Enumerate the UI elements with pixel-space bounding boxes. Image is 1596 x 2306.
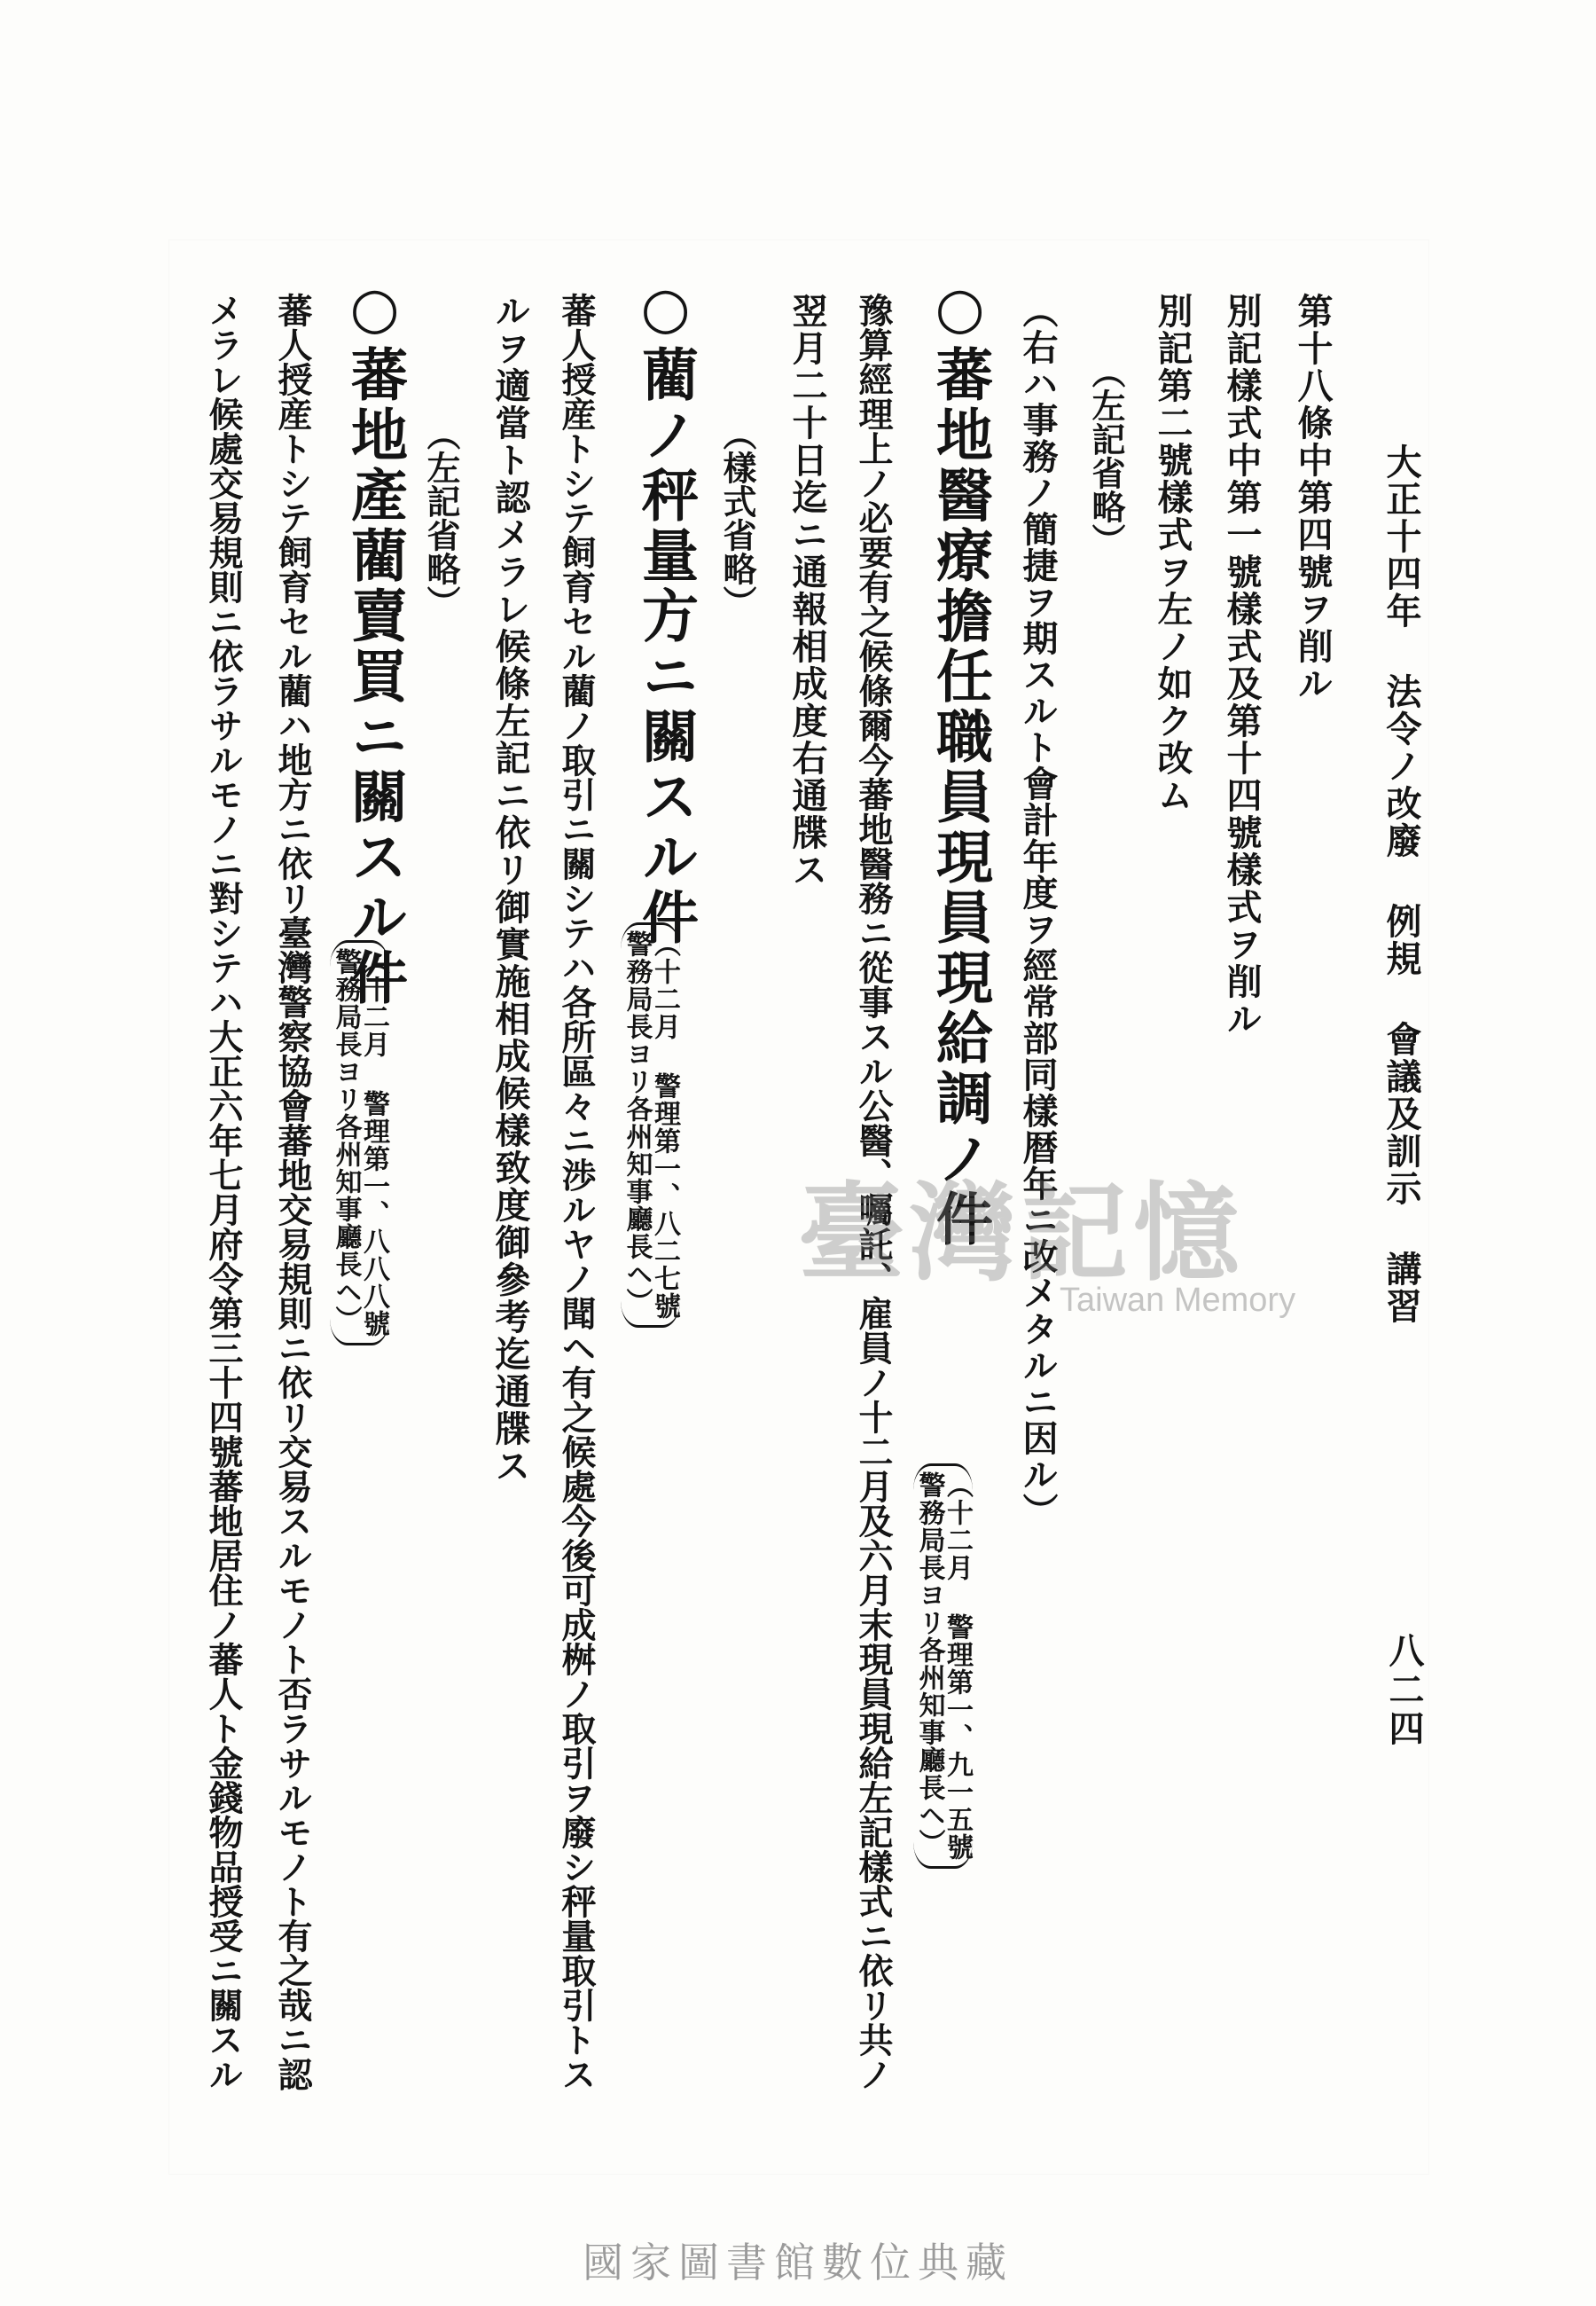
body-line-8: 翌月二十日迄ニ通報相成度右通牒ス: [786, 293, 828, 889]
footer-credit: 國家圖書館數位典藏: [583, 2239, 1013, 2286]
note-line-1: （十二月 警理第一、八八八號: [358, 948, 389, 1337]
body-line-11: 蕃人授産トシテ飼育セル藺ノ取引ニ關シテハ各所區々ニ渉ルヤノ聞ヘ有之候處今後可成桝ノ取引ヲ廢シ秤量取引トス: [556, 293, 597, 2091]
body-line-1: 第十八條中第四號ヲ削ル: [1292, 293, 1334, 702]
body-line-16: メラレ候處交易規則ニ依ラサルモノニ對シテハ大正六年七月府令第三十四號蕃地居住ノ蕃人ト金錢物品授受ニ關スル: [203, 293, 244, 2091]
body-line-4: （左記省略）: [1086, 355, 1126, 557]
note-line-2: 警務局長ヨリ各州知事廳長ヘ）: [913, 1471, 945, 1856]
note-line-1: （十二月 警理第一、九一五號: [942, 1471, 973, 1861]
note-line-2: 警務局長ヨリ各州知事廳長ヘ）: [621, 930, 653, 1315]
watermark-cjk-text: 臺灣記憶: [798, 1171, 1245, 1296]
note-line-2: 警務局長ヨリ各州知事廳長ヘ）: [330, 948, 362, 1333]
watermark-english-text: Taiwan Memory: [1060, 1282, 1296, 1319]
section-heading-rush-trade: ○蕃地產藺賣買ニ關スル件: [341, 275, 408, 1008]
page-number: 八二四: [1383, 1632, 1425, 1749]
section-note-medical-staff: [913, 1463, 973, 1869]
body-line-9: （樣式省略）: [717, 417, 757, 619]
running-head: 大正十四年 法令ノ改廢 例規 會議及訓示 講習: [1381, 443, 1422, 1325]
section-heading-rush-weighing: ○藺ノ秤量方ニ關スル件: [632, 275, 699, 948]
body-line-15: 蕃人授産トシテ飼育セル藺ハ地方ニ依リ臺灣警察協會蕃地交易規則ニ依リ交易スルモノト否ラサルモノト有之哉ニ認: [272, 293, 313, 2091]
body-line-13: （左記省略）: [421, 417, 461, 619]
body-line-12: ルヲ適當ト認メラレ候條左記ニ依リ御實施相成候樣致度御參考迄通牒ス: [489, 293, 531, 1485]
body-line-2: 別記樣式中第一號樣式及第十四號樣式ヲ削ル: [1221, 293, 1263, 1038]
section-heading-medical-staff: ○蕃地醫療擔任職員現員現給調ノ件: [927, 275, 993, 1250]
note-line-1: （十二月 警理第一、八二七號: [649, 930, 680, 1320]
section-note-rush-weighing: [621, 922, 680, 1328]
body-line-5: （右ハ事務ノ簡捷ヲ期スルト會計年度ヲ經常部同樣暦年ニ改メタルニ因ル）: [1017, 293, 1059, 1529]
taiwan-memory-watermark: [798, 1149, 1295, 1344]
body-line-7: 豫算經理上ノ必要有之候條爾今蕃地醫務ニ從事スル公醫、囑託、雇員ノ十二月及六月末現員現給左記樣式ニ依リ共ノ: [853, 293, 894, 2091]
body-line-3: 別記第二號樣式ヲ左ノ如ク改ム: [1152, 293, 1193, 814]
section-note-rush-trade: [330, 940, 389, 1345]
